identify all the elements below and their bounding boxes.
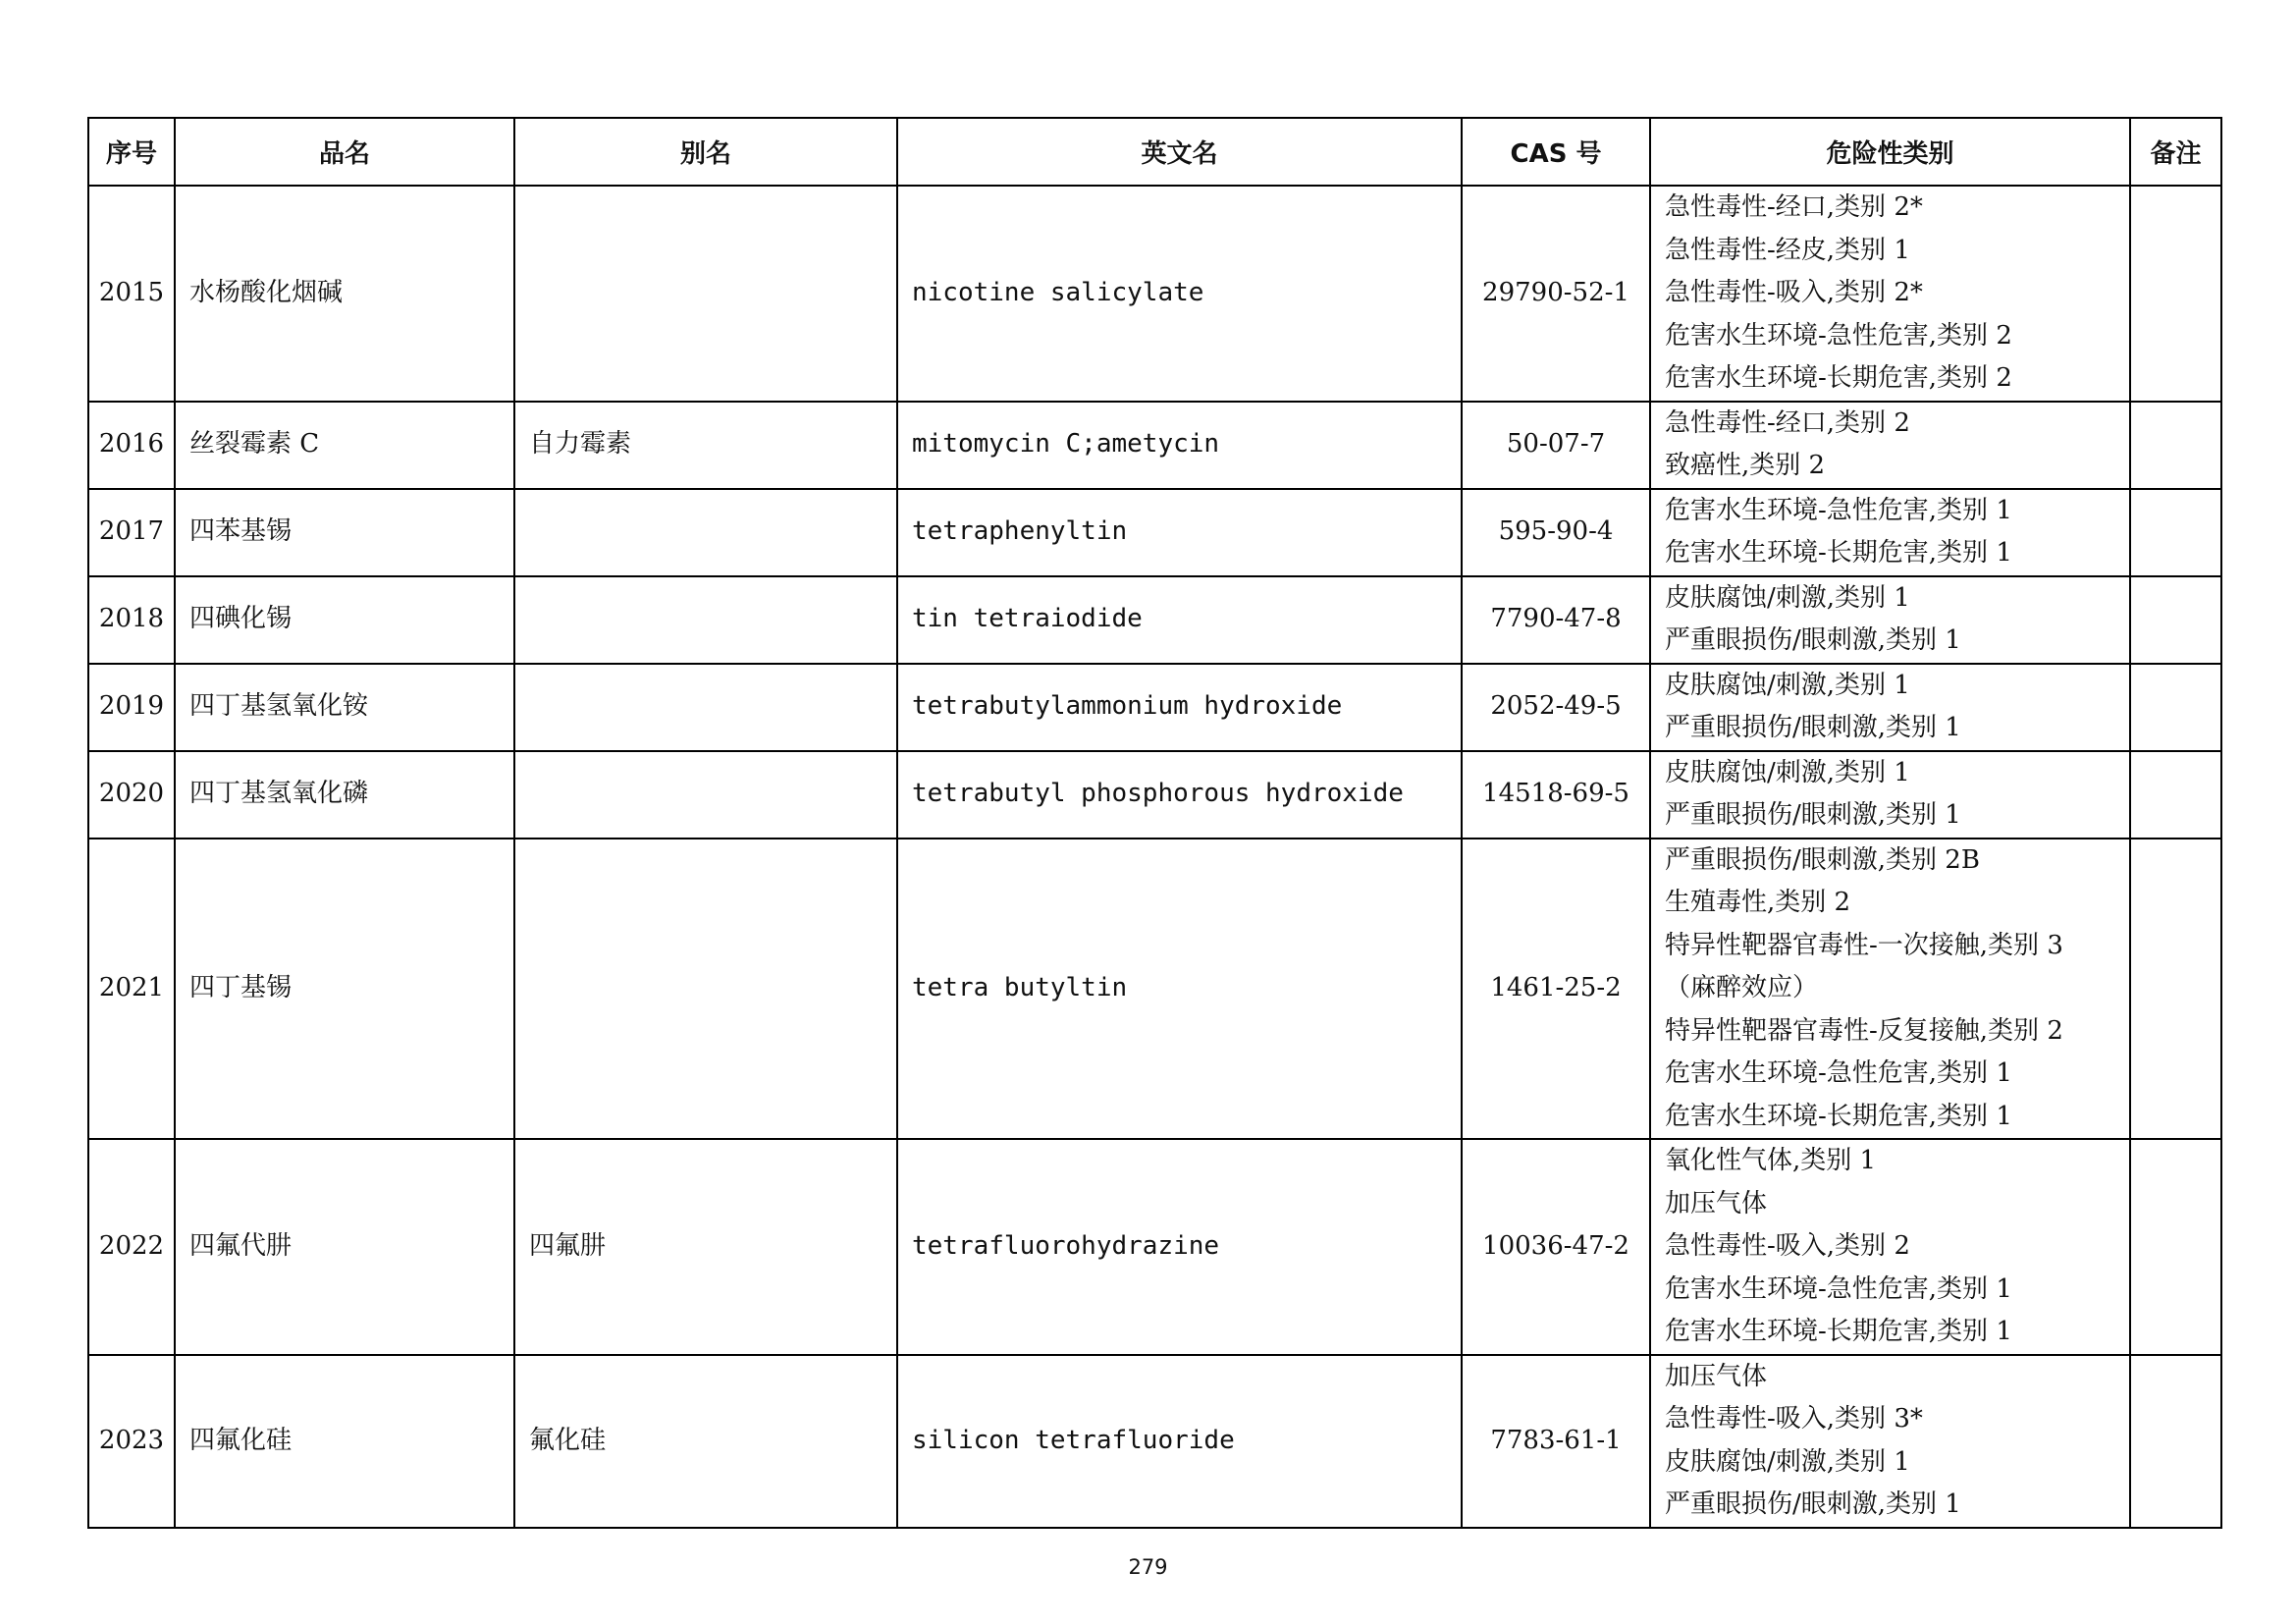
cell-seq: 2021	[88, 839, 175, 1140]
table-row	[88, 402, 2221, 489]
cell-hazard-class	[1650, 839, 2130, 1140]
hazard-line: 急性毒性-经口,类别 2*	[1665, 192, 1923, 222]
table-row	[88, 751, 2221, 839]
hazard-line: 氧化性气体,类别 1	[1665, 1146, 1877, 1175]
cell-seq: 2015	[88, 186, 175, 402]
cell-hazard-class	[1650, 1355, 2130, 1528]
cell-cas: 2052-49-5	[1462, 664, 1650, 751]
cell-alias	[514, 664, 897, 751]
header-english-name: 英文名	[897, 118, 1462, 186]
cell-cas: 50-07-7	[1462, 402, 1650, 489]
header-alias: 别名	[514, 118, 897, 186]
page-number: 279	[1128, 1555, 1168, 1579]
cell-hazard-class	[1650, 751, 2130, 839]
hazard-line: 危害水生环境-急性危害,类别 2	[1665, 320, 2012, 351]
cell-note	[2130, 186, 2221, 402]
cell-alias	[514, 489, 897, 576]
cell-note	[2130, 664, 2221, 751]
table-header-row	[88, 118, 2221, 186]
hazard-line: 严重眼损伤/眼刺激,类别 1	[1665, 625, 1961, 655]
cell-name: 丝裂霉素 C	[175, 402, 514, 489]
table-row	[88, 1355, 2221, 1528]
hazard-line: 危害水生环境-急性危害,类别 1	[1665, 1273, 2012, 1304]
header-seq: 序号	[88, 118, 175, 186]
hazard-line: 危害水生环境-急性危害,类别 1	[1665, 495, 2012, 525]
cell-note	[2130, 1139, 2221, 1355]
cell-english-name: tin tetraiodide	[897, 576, 1462, 664]
cell-name: 水杨酸化烟碱	[175, 186, 514, 402]
cell-note	[2130, 1355, 2221, 1528]
hazard-line: 皮肤腐蚀/刺激,类别 1	[1665, 670, 1910, 700]
hazard-line: （麻醉效应）	[1665, 973, 1819, 1002]
cell-english-name: tetra butyltin	[897, 839, 1462, 1140]
table-body	[88, 186, 2221, 1528]
cell-alias	[514, 839, 897, 1140]
hazard-line: 危害水生环境-长期危害,类别 1	[1665, 538, 2012, 568]
hazard-line: 皮肤腐蚀/刺激,类别 1	[1665, 757, 1910, 787]
cell-hazard-class	[1650, 664, 2130, 751]
cell-seq: 2023	[88, 1355, 175, 1528]
hazard-line: 急性毒性-经皮,类别 1	[1665, 235, 1910, 265]
cell-hazard-class	[1650, 186, 2130, 402]
table-row	[88, 489, 2221, 576]
hazard-line: 特异性靶器官毒性-一次接触,类别 3	[1665, 930, 2063, 960]
cell-cas: 1461-25-2	[1462, 839, 1650, 1140]
hazard-line: 危害水生环境-长期危害,类别 1	[1665, 1101, 2012, 1131]
hazard-line: 危害水生环境-急性危害,类别 1	[1665, 1058, 2012, 1088]
hazard-line: 急性毒性-吸入,类别 2	[1665, 1231, 1910, 1261]
cell-seq: 2016	[88, 402, 175, 489]
cell-hazard-class	[1650, 1139, 2130, 1355]
hazard-line: 危害水生环境-长期危害,类别 1	[1665, 1317, 2012, 1346]
cell-english-name: nicotine salicylate	[897, 186, 1462, 402]
table-row	[88, 576, 2221, 664]
hazard-line: 加压气体	[1665, 1188, 1768, 1218]
cell-note	[2130, 751, 2221, 839]
cell-name: 四氟化硅	[175, 1355, 514, 1528]
cell-english-name: silicon tetrafluoride	[897, 1355, 1462, 1528]
hazard-line: 致癌性,类别 2	[1665, 451, 1826, 480]
cell-name: 四丁基氢氧化铵	[175, 664, 514, 751]
cell-hazard-class	[1650, 489, 2130, 576]
cell-seq: 2019	[88, 664, 175, 751]
cell-name: 四碘化锡	[175, 576, 514, 664]
hazard-line: 皮肤腐蚀/刺激,类别 1	[1665, 582, 1910, 613]
hazard-line: 急性毒性-经口,类别 2	[1665, 407, 1910, 438]
cell-seq: 2018	[88, 576, 175, 664]
cell-alias	[514, 751, 897, 839]
hazard-line: 危害水生环境-长期危害,类别 2	[1665, 363, 2012, 393]
cell-english-name: tetraphenyltin	[897, 489, 1462, 576]
cell-alias	[514, 576, 897, 664]
hazard-line: 严重眼损伤/眼刺激,类别 1	[1665, 713, 1961, 742]
header-note: 备注	[2130, 118, 2221, 186]
cell-note	[2130, 839, 2221, 1140]
chemical-table	[87, 117, 2222, 1529]
table-row	[88, 839, 2221, 1140]
cell-seq: 2022	[88, 1139, 175, 1355]
hazard-line: 严重眼损伤/眼刺激,类别 1	[1665, 800, 1961, 830]
header-name: 品名	[175, 118, 514, 186]
table-row	[88, 664, 2221, 751]
hazard-line: 急性毒性-吸入,类别 3*	[1665, 1404, 1923, 1434]
cell-alias: 自力霉素	[514, 402, 897, 489]
hazard-line: 加压气体	[1665, 1361, 1768, 1391]
cell-cas: 7790-47-8	[1462, 576, 1650, 664]
cell-cas: 7783-61-1	[1462, 1355, 1650, 1528]
header-hazard-class: 危险性类别	[1650, 118, 2130, 186]
header-cas: CAS 号	[1462, 118, 1650, 186]
cell-hazard-class	[1650, 576, 2130, 664]
cell-name: 四丁基氢氧化磷	[175, 751, 514, 839]
cell-hazard-class	[1650, 402, 2130, 489]
cell-note	[2130, 402, 2221, 489]
cell-seq: 2017	[88, 489, 175, 576]
hazard-line: 严重眼损伤/眼刺激,类别 2B	[1665, 844, 1980, 875]
hazard-line: 特异性靶器官毒性-反复接触,类别 2	[1665, 1015, 2063, 1046]
cell-name: 四苯基锡	[175, 489, 514, 576]
cell-cas: 10036-47-2	[1462, 1139, 1650, 1355]
cell-cas: 29790-52-1	[1462, 186, 1650, 402]
cell-name: 四氟代肼	[175, 1139, 514, 1355]
cell-cas: 14518-69-5	[1462, 751, 1650, 839]
hazard-line: 生殖毒性,类别 2	[1665, 888, 1851, 917]
table-row	[88, 1139, 2221, 1355]
hazard-line: 严重眼损伤/眼刺激,类别 1	[1665, 1489, 1961, 1519]
cell-english-name: mitomycin C;ametycin	[897, 402, 1462, 489]
cell-english-name: tetrabutylammonium hydroxide	[897, 664, 1462, 751]
cell-english-name: tetrabutyl phosphorous hydroxide	[897, 751, 1462, 839]
hazard-line: 皮肤腐蚀/刺激,类别 1	[1665, 1446, 1910, 1477]
table-row	[88, 186, 2221, 402]
cell-note	[2130, 576, 2221, 664]
cell-cas: 595-90-4	[1462, 489, 1650, 576]
hazard-line: 急性毒性-吸入,类别 2*	[1665, 278, 1923, 307]
cell-english-name: tetrafluorohydrazine	[897, 1139, 1462, 1355]
cell-alias: 四氟肼	[514, 1139, 897, 1355]
cell-seq: 2020	[88, 751, 175, 839]
cell-alias	[514, 186, 897, 402]
cell-name: 四丁基锡	[175, 839, 514, 1140]
cell-note	[2130, 489, 2221, 576]
cell-alias: 氟化硅	[514, 1355, 897, 1528]
